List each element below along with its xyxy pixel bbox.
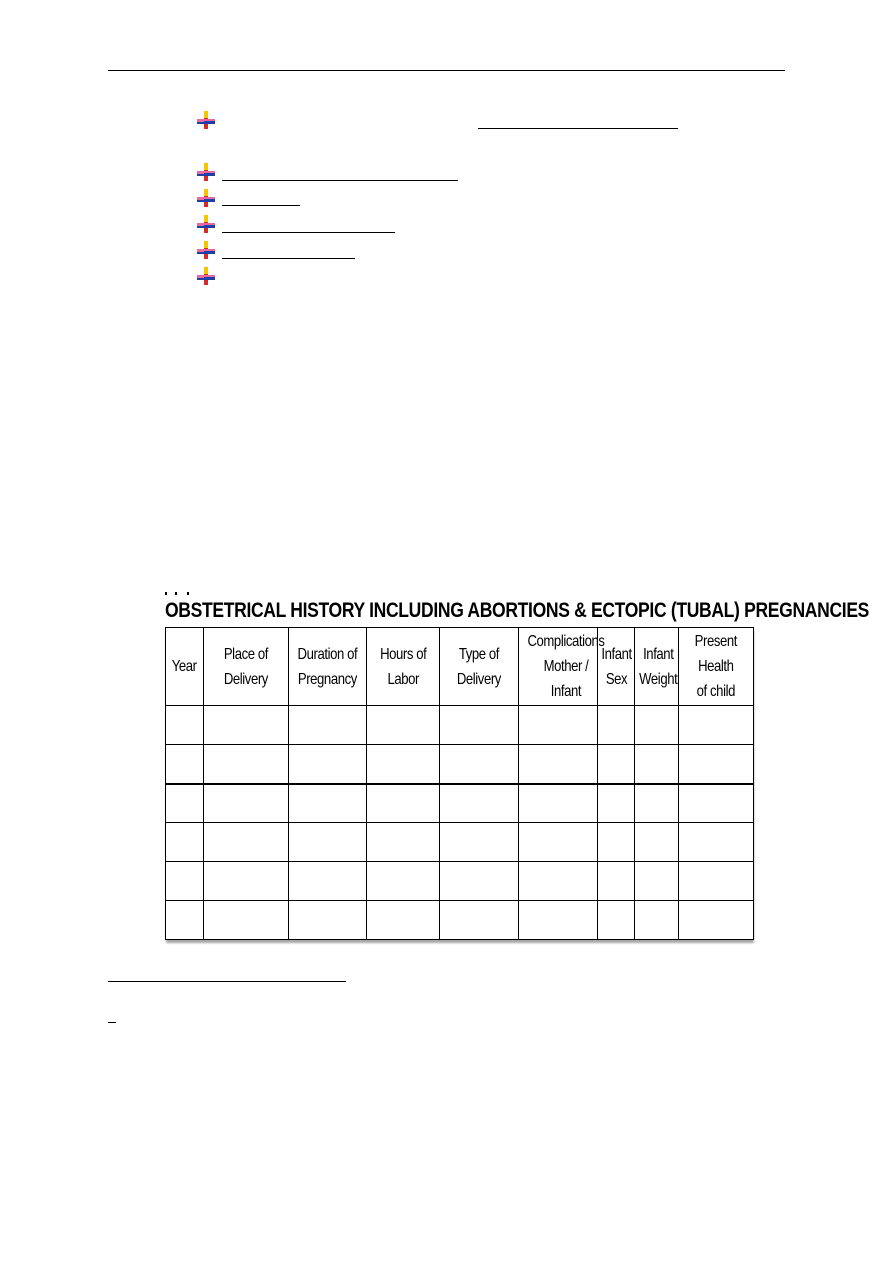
table-cell[interactable] bbox=[440, 784, 519, 823]
table-cell[interactable] bbox=[166, 784, 204, 823]
table-cell[interactable] bbox=[635, 862, 679, 901]
table-cell[interactable] bbox=[679, 784, 754, 823]
table-cell[interactable] bbox=[440, 823, 519, 862]
table-cell[interactable] bbox=[519, 745, 598, 784]
table-cell[interactable] bbox=[679, 901, 754, 940]
header-rule bbox=[108, 70, 785, 71]
table-row bbox=[166, 901, 754, 940]
column-header: Complications Mother / Infant bbox=[519, 628, 598, 706]
table-cell[interactable] bbox=[367, 901, 440, 940]
column-header: Year bbox=[166, 628, 204, 706]
table-cell[interactable] bbox=[598, 901, 635, 940]
table-cell[interactable] bbox=[367, 784, 440, 823]
blank-line bbox=[222, 258, 355, 259]
table-cell[interactable] bbox=[440, 745, 519, 784]
table-title: OBSTETRICAL HISTORY INCLUDING ABORTIONS & ECTOPIC (TUBAL) PREGNANCIES bbox=[165, 599, 870, 622]
table-cell[interactable] bbox=[519, 901, 598, 940]
table-cell[interactable] bbox=[679, 745, 754, 784]
column-header: Hours of Labor bbox=[367, 628, 440, 706]
table-cell[interactable] bbox=[440, 862, 519, 901]
table-cell[interactable] bbox=[367, 862, 440, 901]
table-cell[interactable] bbox=[519, 862, 598, 901]
table-cell[interactable] bbox=[289, 862, 367, 901]
table-cell[interactable] bbox=[367, 706, 440, 745]
table-cell[interactable] bbox=[289, 823, 367, 862]
blank-line bbox=[222, 205, 300, 206]
table-cell[interactable] bbox=[204, 862, 289, 901]
table-cell[interactable] bbox=[204, 784, 289, 823]
column-header: Infant Weight bbox=[635, 628, 679, 706]
table-cell[interactable] bbox=[204, 823, 289, 862]
table-row bbox=[166, 823, 754, 862]
table-row bbox=[166, 784, 754, 823]
plus-cross-bullet-icon bbox=[197, 241, 215, 259]
table-cell[interactable] bbox=[679, 823, 754, 862]
table-cell[interactable] bbox=[166, 823, 204, 862]
table-cell[interactable] bbox=[679, 706, 754, 745]
table-cell[interactable] bbox=[289, 784, 367, 823]
table-row bbox=[166, 706, 754, 745]
table-cell[interactable] bbox=[635, 745, 679, 784]
footnote-mark bbox=[108, 1022, 116, 1023]
table-cell[interactable] bbox=[635, 901, 679, 940]
table-cell[interactable] bbox=[440, 901, 519, 940]
table-cell[interactable] bbox=[204, 706, 289, 745]
blank-line bbox=[478, 128, 678, 129]
table-cell[interactable] bbox=[367, 745, 440, 784]
plus-cross-bullet-icon bbox=[197, 189, 215, 207]
table-cell[interactable] bbox=[166, 706, 204, 745]
footnote-separator bbox=[108, 981, 346, 982]
table-cell[interactable] bbox=[519, 706, 598, 745]
column-header: Type of Delivery bbox=[440, 628, 519, 706]
obstetrical-history-table bbox=[165, 627, 753, 940]
table-cell[interactable] bbox=[598, 706, 635, 745]
cropped-marks bbox=[165, 590, 195, 596]
table-cell[interactable] bbox=[635, 706, 679, 745]
column-header: Infant Sex bbox=[598, 628, 635, 706]
table-row bbox=[166, 745, 754, 784]
table-cell[interactable] bbox=[289, 745, 367, 784]
column-header: Duration of Pregnancy bbox=[289, 628, 367, 706]
plus-cross-bullet-icon bbox=[197, 111, 215, 129]
table-cell[interactable] bbox=[635, 784, 679, 823]
table-cell[interactable] bbox=[679, 862, 754, 901]
column-header: Place of Delivery bbox=[204, 628, 289, 706]
table-cell[interactable] bbox=[166, 862, 204, 901]
table-cell[interactable] bbox=[635, 823, 679, 862]
plus-cross-bullet-icon bbox=[197, 163, 215, 181]
table-cell[interactable] bbox=[289, 706, 367, 745]
table-row bbox=[166, 862, 754, 901]
table-cell[interactable] bbox=[519, 784, 598, 823]
blank-line bbox=[222, 232, 395, 233]
table-cell[interactable] bbox=[598, 745, 635, 784]
plus-cross-bullet-icon bbox=[197, 215, 215, 233]
table-cell[interactable] bbox=[598, 862, 635, 901]
table-cell[interactable] bbox=[289, 901, 367, 940]
table-cell[interactable] bbox=[204, 901, 289, 940]
blank-line bbox=[222, 180, 458, 181]
table-cell[interactable] bbox=[166, 901, 204, 940]
table-cell[interactable] bbox=[598, 784, 635, 823]
table-cell[interactable] bbox=[598, 823, 635, 862]
table-cell[interactable] bbox=[166, 745, 204, 784]
table-cell[interactable] bbox=[519, 823, 598, 862]
table-header-row bbox=[166, 628, 754, 706]
table-cell[interactable] bbox=[440, 706, 519, 745]
table-cell[interactable] bbox=[204, 745, 289, 784]
table-cell[interactable] bbox=[367, 823, 440, 862]
column-header: Present Health of child bbox=[679, 628, 754, 706]
plus-cross-bullet-icon bbox=[197, 267, 215, 285]
